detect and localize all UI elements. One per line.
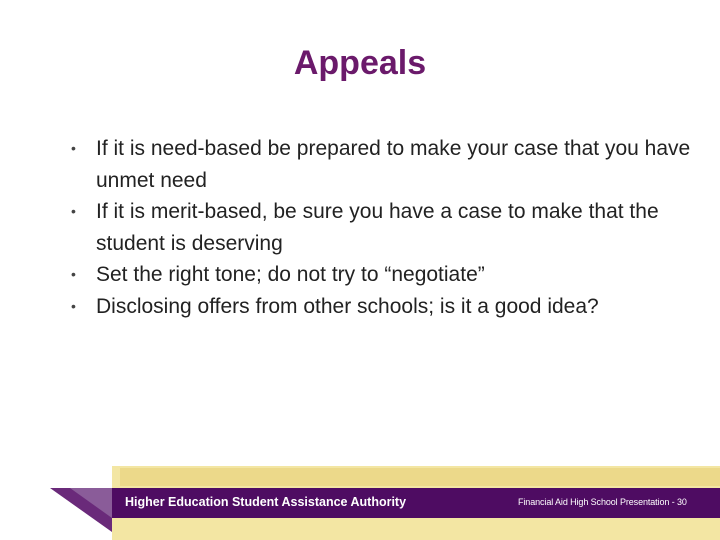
footer-gold-strip bbox=[120, 468, 720, 486]
bullet-text: Set the right tone; do not try to “negotiate” bbox=[96, 263, 485, 286]
bullet-text: Disclosing offers from other schools; is it a good idea? bbox=[96, 294, 599, 318]
bullet-item bbox=[66, 196, 696, 259]
footer-purple-wedge-light bbox=[70, 488, 112, 518]
bullet-text: If it is need-based be prepared to make your case that you have unmet need bbox=[96, 137, 691, 192]
bullet-symbol: • bbox=[71, 140, 76, 156]
footer-presentation-label: Financial Aid High School Presentation - 30 bbox=[518, 497, 687, 507]
bullet-item bbox=[66, 291, 696, 323]
slide-title: Appeals bbox=[293, 44, 427, 82]
footer-organization: Higher Education Student Assistance Authority bbox=[125, 495, 407, 509]
bullet-list bbox=[66, 133, 696, 322]
bullet-text: If it is merit-based, be sure you have a case to make that the student is deserving bbox=[96, 200, 659, 255]
bullet-item bbox=[66, 133, 696, 196]
bullet-symbol: • bbox=[71, 266, 76, 282]
bullet-symbol: • bbox=[71, 203, 76, 219]
bullet-item bbox=[66, 259, 696, 291]
bullet-symbol: • bbox=[71, 297, 76, 314]
